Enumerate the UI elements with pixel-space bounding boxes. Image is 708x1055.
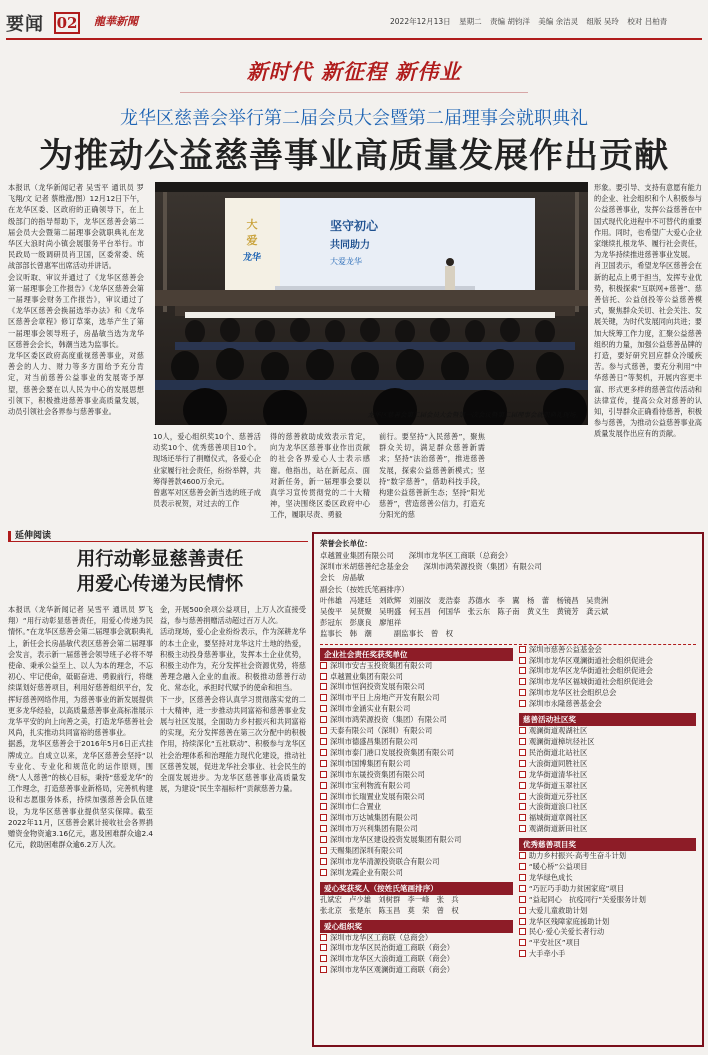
honor-unit-label: 荣誉会长单位：: [320, 539, 372, 548]
award-entry-text: 深圳市永隆慈善基金会: [528, 699, 602, 709]
award-entry: [320, 846, 513, 857]
checkbox-bullet-icon: [519, 793, 526, 800]
award-entry-text: 观澜街道樟坑径社区: [528, 736, 595, 746]
award-entry: [519, 688, 696, 699]
award-entry: [519, 862, 696, 873]
award-entry: [320, 813, 513, 824]
checkbox-bullet-icon: [519, 803, 526, 810]
checkbox-bullet-icon: [519, 689, 526, 696]
award-entry-text: 深圳市龙华区工商联（总商会）: [330, 932, 433, 942]
checkbox-bullet-icon: [519, 852, 526, 859]
award-category-header: 爱心奖获奖人（按姓氏笔画排序）: [320, 882, 513, 895]
award-entry: [519, 645, 696, 656]
honor-list-box: [312, 532, 704, 1047]
award-entry-text: 助力乡村振兴·高考生奋斗计划: [528, 851, 627, 861]
checkbox-bullet-icon: [320, 793, 327, 800]
checkbox-bullet-icon: [519, 760, 526, 767]
award-entry-text: 深圳市龙华区观澜街道社会组织促进会: [528, 655, 653, 665]
award-entry: [519, 906, 696, 917]
article-col-5: 形象。要引导、支持有意愿有能力的企业、社会组织和个人积极参与公益慈善事业，发挥公益慈善在中国式现代化进程中不可替代的重要作用。同时，也希望广大爱心企业家继续扎根龙华、履行社会责任，为龙华持续推进慈善事业发展。 肖卫国表示，希望龙华区慈善会在新的起点上勇于担当，发挥专业优势，积极探索“互联网+慈善”、慈善信托、公益创投等公益慈善模式，聚焦群众关切、社会关注、发展关键，为时代发展同向共进；要加大统筹工作力度，汇聚公益慈善组织的力量，加强公益慈善品牌的打造，要好研究回应群众冷暖疾苦。参与式慈善，要充分利用“中华慈善日”等契机，开展内容更丰富、形式更多样的慈善宣传活动和法律宣传，提高公众对慈善的认知，引导群众正确看待慈善，积极参与慈善，为推动公益慈善事业高质量发展作出应有的贡献。: [594, 183, 702, 439]
proof-credit: 校对 吕柏青: [627, 17, 668, 26]
award-entry-text: 天赐集团深圳有限公司: [330, 846, 403, 856]
award-entry-text: 深圳市慈善公益基金会: [528, 644, 602, 654]
award-entry: [320, 737, 513, 748]
award-entry: [519, 677, 696, 688]
checkbox-bullet-icon: [519, 782, 526, 789]
designer-credit: 美编 余洁灵: [538, 17, 579, 26]
award-entry: [519, 802, 696, 813]
vice-president-row-1: 叶伟雄 冯建廷 刘欧辉 刘丽汝 麦浩泰 苏德水 李 翼 杨 蕾 杨镜昌 吴贵洲: [320, 595, 609, 605]
checkbox-bullet-icon: [320, 673, 327, 680]
award-entry: [320, 682, 513, 693]
checkbox-bullet-icon: [519, 885, 526, 892]
checkbox-bullet-icon: [320, 825, 327, 832]
award-entry: [320, 824, 513, 835]
newspaper-logo: 龍華新聞: [94, 15, 138, 28]
checkbox-bullet-icon: [320, 858, 327, 865]
award-category-header: 优秀慈善项目奖: [519, 838, 696, 851]
award-entry-text: 深圳市安吉玉投资集团有限公司: [330, 660, 433, 670]
checkbox-bullet-icon: [519, 896, 526, 903]
slogan: 新时代 新征程 新伟业: [246, 60, 462, 84]
checkbox-bullet-icon: [320, 662, 327, 669]
award-entry: [519, 884, 696, 895]
checkbox-bullet-icon: [320, 705, 327, 712]
checkbox-bullet-icon: [320, 803, 327, 810]
award-entry: [320, 693, 513, 704]
checkbox-bullet-icon: [320, 934, 327, 941]
award-entry-text: 深圳市龙华区民治街道工商联（商会）: [330, 943, 455, 953]
award-entry-text: 龙华街道清华社区: [528, 769, 588, 779]
award-entry: [320, 726, 513, 737]
award-entry-text: 深圳市东晟投资集团有限公司: [330, 769, 425, 779]
award-entry-text: 龙华区残障家庭援助计划: [528, 916, 610, 926]
award-entry: [320, 857, 513, 868]
svg-text:爱: 爱: [246, 234, 258, 247]
checkbox-bullet-icon: [519, 700, 526, 707]
article-col-1: 本报讯（龙华新闻记者 吴雪平 通讯员 罗飞翔/文 记者 蔡维涨/图）12月12日下午，在龙华区委、区政府的正确领导下，在上级部门的指导帮助下，龙华区慈善会第二届会员大会暨第二届理事会就职典礼在龙华区大浪时尚小镇会展服务平台举行。市民政局一级调研员肖卫国，区委常委、统战部部长曾惠军出席活动并讲话。 会议听取、审议并通过了《龙华区慈善会第一届理事会工作报告》《龙华区慈善会第一届理事会财务工作报告》，审议通过了《龙华区慈善会换届选举办法》和《龙华区慈善会章程》修订草案，选举产生了第一届理事会领导班子，房晶敏当选为龙华区慈善会会长，韩潮当选为监事长。 龙华区委区政府高度重视慈善事业，对慈善会的人力、财力等多方面给予充分肯定，对当前慈善公益事业的发展寄予厚望，慈善会要在以人民为中心的发展思想引领下，积极推进慈善事业高质量发展，动员引领社会各界参与慈善事业。: [8, 183, 144, 417]
article-col-2: 10人，爱心组织奖10个、慈善活动奖10个、优秀慈善项目10个。现场还举行了捐赠仪式，各爱心企业家履行社会责任，纷纷举牌，共筹得善款4600万余元。 曾惠军对区慈善会新当选的班子成员表示祝贺，对过去的工作: [153, 432, 261, 509]
vice-president-row-3: 彭冠东 彭康良 廖旭祥: [320, 618, 402, 628]
checkbox-bullet-icon: [519, 727, 526, 734]
checkbox-bullet-icon: [320, 694, 327, 701]
award-entry-text: 深圳市长瑞置业发展有限公司: [330, 791, 425, 801]
award-entry-text: “平安社区”项目: [528, 938, 581, 948]
award-entry: [519, 917, 696, 928]
award-category-header: 慈善活动社区奖: [519, 713, 696, 726]
issue-weekday: 星期二: [459, 17, 482, 26]
award-entry-text: 深圳市宝利物流有限公司: [330, 780, 411, 790]
award-entry-text: “巧匠巧手助力贫困家庭”项目: [528, 883, 624, 893]
award-entry: [320, 954, 513, 965]
award-entry: [519, 770, 696, 781]
checkbox-bullet-icon: [519, 874, 526, 881]
masthead-rule: [6, 38, 702, 40]
award-entry-text: 观湖街道新田社区: [528, 824, 588, 834]
award-entry-text: 深圳市龙华区观澜街道工商联（商会）: [330, 965, 455, 975]
vice-president-row-2: 吴俊平 吴贤聚 吴明盛 何玉昌 何国华 张云东 陈子南 黄义生 黄镜芳 龚云斌: [320, 607, 609, 617]
award-entry-text: 天泰有限公司（深圳）有限公司: [330, 726, 433, 736]
award-entry: [320, 661, 513, 672]
checkbox-bullet-icon: [519, 657, 526, 664]
subheadline: 龙华区慈善会举行第二届会员大会暨第二届理事会就职典礼: [120, 108, 588, 129]
checkbox-bullet-icon: [320, 955, 327, 962]
article2-title-line1: 用行动彰显慈善责任: [76, 549, 244, 570]
award-entry-text: 深圳市仁合置业: [330, 802, 382, 812]
award-entry: [320, 868, 513, 879]
award-entry: [320, 781, 513, 792]
award-entry-text: 龙华街道玉翠社区: [528, 780, 588, 790]
award-entry-text: “暖心桥”公益项目: [528, 862, 588, 872]
award-entry-text: 深圳市龙华区福城街道社会组织促进会: [528, 677, 653, 687]
screen-line-1: 坚守初心: [330, 219, 379, 233]
masthead-meta: [390, 16, 673, 27]
event-photo: [155, 182, 588, 425]
award-entry-text: 深圳龙霞企业有限公司: [330, 867, 403, 877]
award-entry-text: 大爱儿童救助计划: [528, 905, 588, 915]
article-col-4: 前行。要坚持“入民慈善”，聚焦群众关切，满足群众慈善新需求；坚持“法治慈善”，推进慈善发展，探索公益慈善新模式；坚持“数字慈善”，借助科技手段，构建公益慈善新生态；坚持“阳光慈善”，营造慈善公信力，打造充分阳光的慈: [379, 432, 485, 520]
checkbox-bullet-icon: [320, 749, 327, 756]
award-entry-text: 深圳市泰门港口发展投资集团有限公司: [330, 747, 455, 757]
headline: 为推动公益慈善事业高质量发展作出贡献: [39, 136, 669, 176]
checkbox-bullet-icon: [320, 782, 327, 789]
article-col-3: 得的慈善救助成效表示肯定，向为龙华区慈善事业作出贡献的社会各界爱心人士表示感谢。他指出，站在新起点、面对新任务，新一届理事会要以真学习宣传贯彻党的二十大精神，坚决围绕区委区政府中心工作，履职尽责、勇毅: [270, 432, 370, 520]
checkbox-bullet-icon: [519, 738, 526, 745]
page-number: 02: [54, 12, 80, 34]
checkbox-bullet-icon: [320, 716, 327, 723]
layout-credit: 组版 吴玲: [586, 17, 619, 26]
award-person-row: 张北京 张楚东 陈玉昌 莫 荣 曾 权: [320, 905, 459, 915]
award-entry: [320, 704, 513, 715]
checkbox-bullet-icon: [320, 727, 327, 734]
article2-title: [0, 547, 320, 597]
article2-col-b: 金，开展500余项公益项目，上万人次直接受益，参与慈善捐赠活动超过百万人次。 活动现场，爱心企业纷纷表示，作为深耕龙华的本土企业，要坚持对龙华这片土地的热爱，积极主动投身慈善事业，发挥本土企业优势，积极主动作为，充分发挥社会资源优势，将慈善理念融入企业的血液。积极推动慈善行动化、常态化，承担时代赋予的使命和担当。 下一步，区慈善会将认真学习贯彻落实党的二十大精神，进一步推动共同富裕和慈善事业发展与社区发展，全面助力乡村振兴和共同富裕的实现，充分发挥慈善在第三次分配中的积极作用，持续深化“五社联动”、积极参与龙华区社会治理体系和治理能力现代化建设，推动社区慈善发展，促进龙华社会事业、社会民生的全面发展进步。为龙华区慈善事业高质量发展，为建设“民生幸福标杆”贡献慈善力量。: [160, 605, 306, 794]
award-list-left: [320, 645, 513, 977]
award-entry: [519, 873, 696, 884]
award-entry-text: 龙华绿色成长: [528, 872, 573, 882]
award-entry: [519, 949, 696, 960]
award-entry-text: 深圳市龙华区大浪街道工商联（商会）: [330, 954, 455, 964]
award-entry: [519, 792, 696, 803]
award-entry-text: 深圳市龙华清源投资联合有限公司: [330, 856, 440, 866]
award-entry-text: 大手牵小手: [528, 949, 566, 959]
award-entry: [519, 813, 696, 824]
award-person-row: 孔斌宏 卢少雄 刘树群 李一峰 张 兵: [320, 894, 459, 904]
award-entry: [320, 672, 513, 683]
photo-caption: 龙华区慈善会第二届会员大会暨第一次会议暨第二届理事会就职典礼现场。: [367, 411, 582, 419]
award-entry: [320, 715, 513, 726]
checkbox-bullet-icon: [320, 836, 327, 843]
award-entry-text: 观澜街道观湖社区: [528, 726, 588, 736]
award-entry: [320, 802, 513, 813]
award-entry: [519, 938, 696, 949]
award-category-header: 爱心组织奖: [320, 920, 513, 933]
award-entry-text: 深圳市鸿荣源投资（集团）有限公司: [330, 715, 447, 725]
award-entry: [519, 656, 696, 667]
award-entry: [519, 666, 696, 677]
award-entry-text: 大浪街道浪口社区: [528, 802, 588, 812]
award-entry-text: 卓越置业集团有限公司: [330, 671, 403, 681]
award-entry: [519, 726, 696, 737]
checkbox-bullet-icon: [519, 749, 526, 756]
checkbox-bullet-icon: [320, 944, 327, 951]
checkbox-bullet-icon: [519, 907, 526, 914]
event-photo-illustration: [155, 182, 588, 425]
award-list-right: [519, 645, 696, 977]
award-entry: [320, 933, 513, 944]
award-entry-text: 深圳市金涵实业有限公司: [330, 704, 411, 714]
award-entry-text: 深圳市德盛昌集团有限公司: [330, 736, 418, 746]
award-entry: [320, 965, 513, 976]
checkbox-bullet-icon: [519, 863, 526, 870]
award-entry-text: 民治街道北站社区: [528, 747, 588, 757]
award-entry-text: 大浪街道元芬社区: [528, 791, 588, 801]
issue-date: 2022年12月13日: [390, 17, 451, 26]
svg-text:大: 大: [246, 218, 258, 231]
screen-line-2: 共同助力: [330, 240, 370, 251]
checkbox-bullet-icon: [519, 825, 526, 832]
checkbox-bullet-icon: [320, 760, 327, 767]
award-entry-text: 大浪街道同胜社区: [528, 758, 588, 768]
award-entry: [320, 748, 513, 759]
svg-text:龙华: 龙华: [242, 253, 262, 263]
checkbox-bullet-icon: [320, 738, 327, 745]
award-entry: [320, 835, 513, 846]
checkbox-bullet-icon: [320, 814, 327, 821]
award-entry-text: 深圳市龙华区建设投资发展集团有限公司: [330, 835, 462, 845]
screen-line-3: 大爱龙华: [330, 257, 362, 266]
checkbox-bullet-icon: [320, 847, 327, 854]
checkbox-bullet-icon: [519, 771, 526, 778]
award-entry: [519, 781, 696, 792]
award-entry-text: “益起同心 抗疫同行”关爱服务计划: [528, 894, 646, 904]
award-entry-text: 深圳市万兴利集团有限公司: [330, 824, 418, 834]
award-entry-text: 福城街道章阁社区: [528, 813, 588, 823]
slogan-rule: [180, 92, 528, 93]
supervisor-line: 监事长 韩 潮 副监事长 曾 权: [320, 629, 454, 639]
award-entry: [320, 759, 513, 770]
checkbox-bullet-icon: [519, 678, 526, 685]
president-line: 会长 房晶敏: [320, 573, 365, 583]
award-entry: [519, 895, 696, 906]
section-title: 要闻: [6, 14, 44, 35]
vice-president-label: 副会长（按姓氏笔画排序）: [320, 584, 409, 594]
checkbox-bullet-icon: [519, 814, 526, 821]
award-entry: [519, 737, 696, 748]
award-entry-text: 深圳市龙华区龙华街道社会组织促进会: [528, 666, 653, 676]
article2-col-a: 本报讯（龙华新闻记者 吴雪平 通讯员 罗飞翔）“用行动彰显慈善责任，用爱心传递为民情怀。”在龙华区慈善会第二届理事会就职典礼上，新任会长房晶敏代表区慈善会第二届理事会发言，表示新一届慈善会领导班子必将不辱使命、秉承公益至上、以人为本的理念，不忘初心、牢记使命，砥砺奋进、勇毅前行，将继续谋划好慈善项目，利用好慈善组织平台，发挥好慈善网络作用，为慈善事业的新发展提供更多龙华经验，以高质量慈善事业高标准展示龙华平安的向上向善之美，打造龙华慈善社会风尚，扎实推动共同富裕的慈善事业。 据悉，龙华区慈善会于2016年5月6日正式挂牌成立。自成立以来，龙华区慈善会坚持“以专业化、专业化和规范化的运作原则，围绕“人人慈善”的核心目标，秉持“慈爱龙华”的工作理念，打造慈善事业新格局，完善机构建设和志愿服务体系，持续加强慈善会队伍建设，为龙华区慈善事业提供坚实保障。截至2022年11月，区慈善会累计接收社会各界捐赠资金物资逾3.16亿元，惠及困难群众逾2.4亿元，救助困难群众逾6.2万人次。: [8, 605, 153, 850]
award-entry: [519, 748, 696, 759]
award-entry: [519, 927, 696, 938]
award-entry-text: 民心·爱心关爱长者行动: [528, 927, 605, 937]
checkbox-bullet-icon: [519, 646, 526, 653]
checkbox-bullet-icon: [320, 683, 327, 690]
checkbox-bullet-icon: [320, 869, 327, 876]
editor-credit: 责编 胡钧洋: [489, 17, 530, 26]
award-entry: [320, 770, 513, 781]
extended-reading-label: 延伸阅读: [8, 528, 308, 542]
checkbox-bullet-icon: [519, 667, 526, 674]
article2-title-line2: 用爱心传递为民情怀: [76, 574, 244, 595]
checkbox-bullet-icon: [519, 950, 526, 957]
honor-unit-line-2: 深圳市米胡慈善纪念基金会 深圳市鸿荣源投资（集团）有限公司: [320, 562, 542, 572]
award-entry: [519, 851, 696, 862]
award-entry: [519, 759, 696, 770]
award-entry-text: 深圳市国博集团有限公司: [330, 758, 411, 768]
award-entry: [519, 699, 696, 710]
award-entry-text: 深圳市龙华区社会组织总会: [528, 688, 617, 698]
honor-unit-line-1: 卓越置业集团有限公司 深圳市龙华区工商联（总商会）: [320, 551, 513, 560]
award-entry-text: 深圳市万达城集团有限公司: [330, 813, 418, 823]
checkbox-bullet-icon: [519, 928, 526, 935]
checkbox-bullet-icon: [320, 771, 327, 778]
award-entry-text: 深圳市平日上房地产开发有限公司: [330, 693, 440, 703]
award-entry: [320, 943, 513, 954]
award-entry: [320, 792, 513, 803]
award-category-header: 企业社会责任奖获奖单位: [320, 648, 513, 661]
checkbox-bullet-icon: [320, 966, 327, 973]
award-entry-text: 深圳市恒润投资发展有限公司: [330, 682, 425, 692]
checkbox-bullet-icon: [519, 939, 526, 946]
award-entry: [519, 824, 696, 835]
checkbox-bullet-icon: [519, 918, 526, 925]
